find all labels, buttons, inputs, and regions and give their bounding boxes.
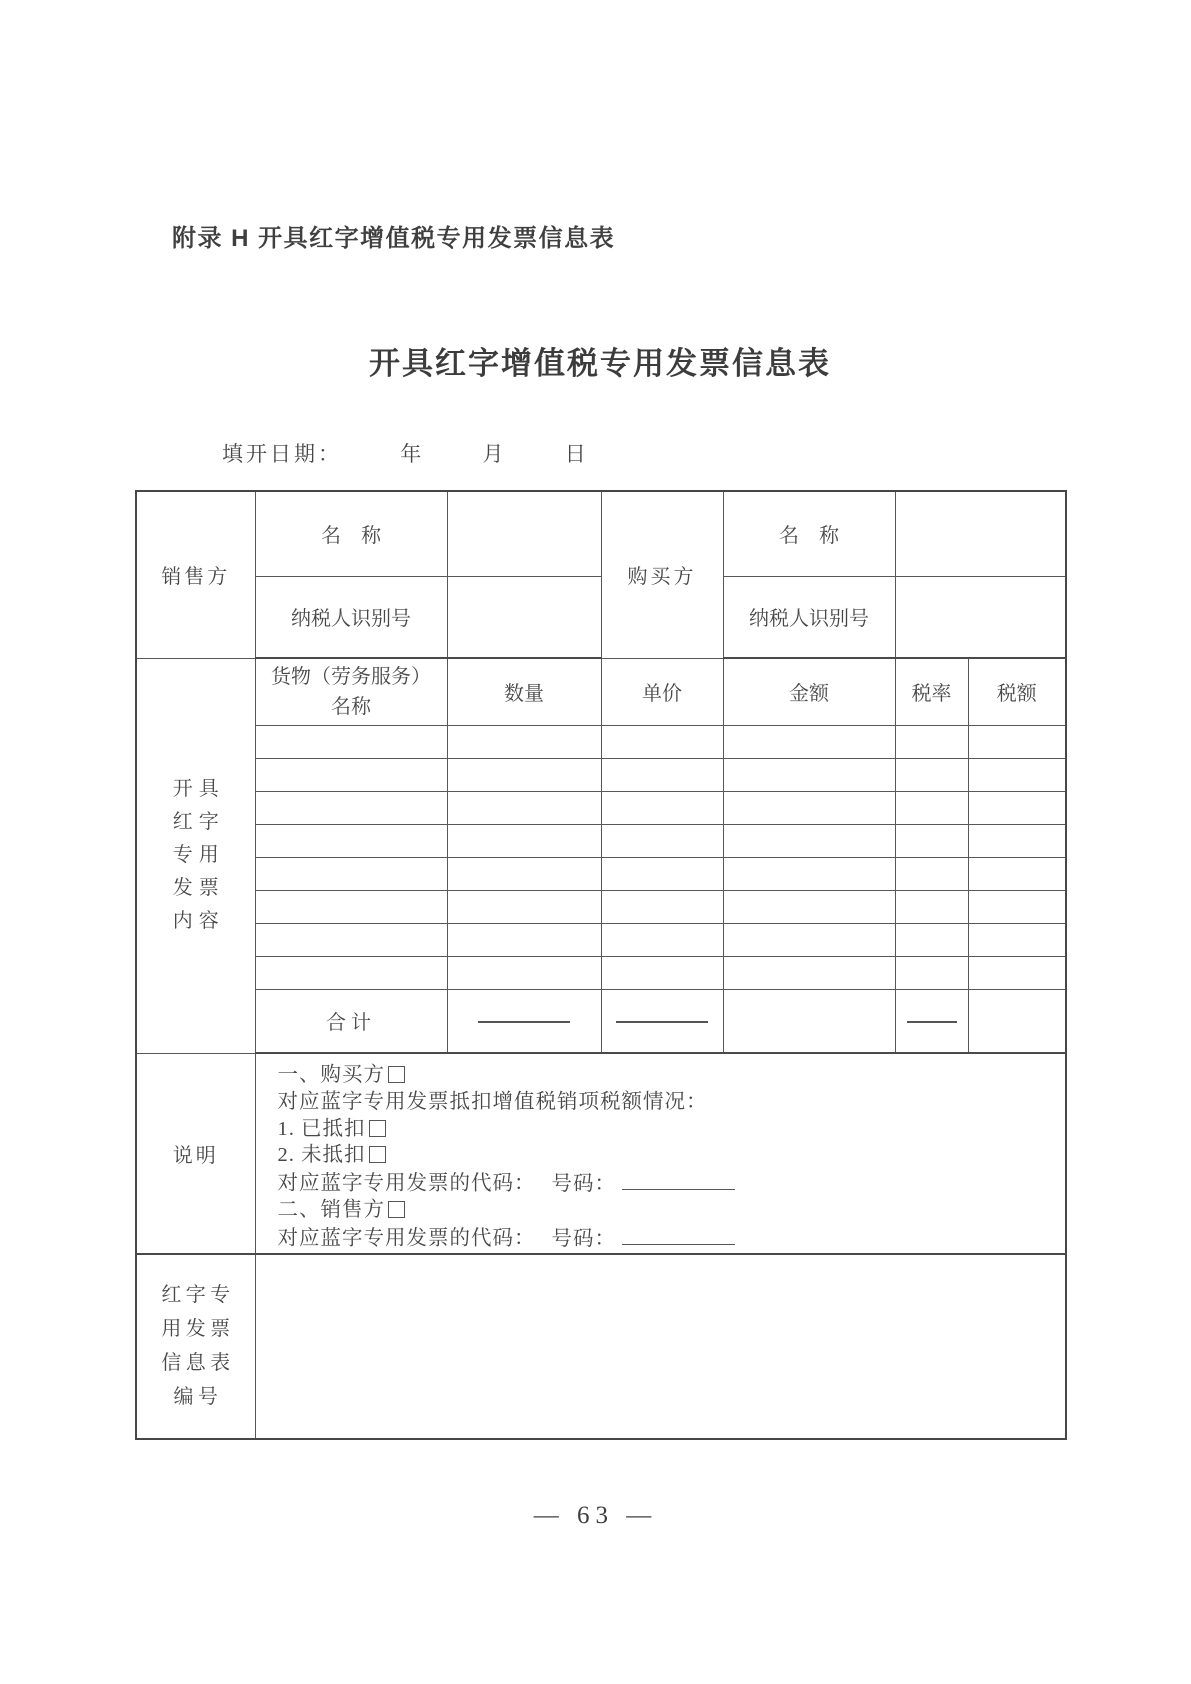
tax-rate-cell — [895, 956, 968, 989]
unit-price-cell — [601, 824, 723, 857]
checkbox-icon — [369, 1146, 386, 1163]
unit-price-cell — [601, 890, 723, 923]
unit-price-cell — [601, 725, 723, 758]
note-line-seller: 二、销售方 — [278, 1197, 1056, 1224]
total-amount-cell — [723, 989, 895, 1053]
goods-empty-row — [136, 956, 1066, 989]
quantity-cell — [447, 857, 601, 890]
tax-amount-column-header: 税额 — [968, 658, 1066, 725]
unit-price-cell — [601, 923, 723, 956]
appendix-heading: 附录 H 开具红字增值税专用发票信息表 — [172, 225, 616, 252]
page-number: — 63 — — [533, 1502, 658, 1529]
fill-in-line — [622, 1169, 735, 1190]
buyer-label-cell: 购买方 — [601, 491, 723, 658]
seller-name-label-cell: 名 称 — [255, 491, 447, 576]
goods-empty-row — [136, 890, 1066, 923]
tax-rate-cell — [895, 890, 968, 923]
quantity-cell — [447, 923, 601, 956]
date-year-label: 年 — [400, 442, 425, 466]
tax-rate-cell — [895, 791, 968, 824]
seller-name-value-cell — [447, 491, 601, 576]
form-number-label-cell: 红字专 用发票 信息表 编号 — [136, 1254, 255, 1439]
dash-placeholder — [478, 1021, 570, 1023]
tax-rate-cell — [895, 923, 968, 956]
quantity-column-header: 数量 — [447, 658, 601, 725]
goods-name-cell — [255, 824, 447, 857]
amount-column-header: 金额 — [723, 658, 895, 725]
goods-empty-row — [136, 923, 1066, 956]
form-number-row — [136, 1254, 1066, 1439]
tax-amount-cell — [968, 791, 1066, 824]
date-month-label: 月 — [482, 442, 507, 466]
note-line-deducted: 1. 已抵扣 — [278, 1116, 1056, 1143]
unit-price-cell — [601, 791, 723, 824]
goods-name-cell — [255, 725, 447, 758]
seller-taxid-value-cell — [447, 576, 601, 658]
quantity-cell — [447, 791, 601, 824]
goods-name-cell — [255, 758, 447, 791]
tax-amount-cell — [968, 890, 1066, 923]
date-day-label: 日 — [564, 442, 589, 466]
seller-label-cell: 销售方 — [136, 491, 255, 658]
amount-cell — [723, 824, 895, 857]
tax-amount-cell — [968, 956, 1066, 989]
note-line-blue-invoice-code-2: 对应蓝字专用发票的代码： 号码： — [278, 1224, 1056, 1252]
goods-name-column-header: 货物（劳务服务） 名称 — [255, 658, 447, 725]
fill-in-line — [622, 1224, 735, 1245]
buyer-name-label-cell: 名 称 — [723, 491, 895, 576]
note-line-deduction-status: 对应蓝字专用发票抵扣增值税销项税额情况： — [277, 1090, 708, 1113]
amount-cell — [723, 923, 895, 956]
checkbox-icon — [369, 1120, 386, 1137]
dash-placeholder — [907, 1021, 957, 1023]
goods-header-row — [136, 658, 1066, 725]
goods-empty-row — [136, 791, 1066, 824]
tax-amount-cell — [968, 758, 1066, 791]
total-quantity-cell — [447, 989, 601, 1053]
tax-rate-cell — [895, 725, 968, 758]
note-line-buyer: 一、购买方 — [278, 1062, 1056, 1089]
buyer-taxid-label-cell: 纳税人识别号 — [723, 576, 895, 658]
unit-price-cell — [601, 857, 723, 890]
seller-taxid-label-cell: 纳税人识别号 — [255, 576, 447, 658]
tax-rate-cell — [895, 758, 968, 791]
note-line-not-deducted: 2. 未抵扣 — [278, 1142, 1056, 1169]
amount-cell — [723, 890, 895, 923]
tax-amount-cell — [968, 923, 1066, 956]
quantity-cell — [447, 725, 601, 758]
goods-empty-row — [136, 857, 1066, 890]
goods-empty-row — [136, 725, 1066, 758]
notes-content-cell — [255, 1053, 1066, 1254]
note-line-blue-invoice-code-1: 对应蓝字专用发票的代码： 号码： — [278, 1169, 1056, 1197]
quantity-cell — [447, 956, 601, 989]
amount-cell — [723, 725, 895, 758]
notes-label-cell: 说明 — [136, 1053, 255, 1254]
invoice-info-table — [135, 490, 1067, 1440]
quantity-cell — [447, 758, 601, 791]
checkbox-icon — [388, 1201, 405, 1218]
amount-cell — [723, 956, 895, 989]
tax-rate-cell — [895, 824, 968, 857]
tax-amount-cell — [968, 857, 1066, 890]
amount-cell — [723, 791, 895, 824]
total-row — [136, 989, 1066, 1053]
notes-row — [136, 1053, 1066, 1254]
form-title: 开具红字增值税专用发票信息表 — [369, 346, 831, 381]
unit-price-column-header: 单价 — [601, 658, 723, 725]
quantity-cell — [447, 890, 601, 923]
amount-cell — [723, 857, 895, 890]
goods-name-cell — [255, 956, 447, 989]
total-label-cell: 合计 — [255, 989, 447, 1053]
goods-name-cell — [255, 791, 447, 824]
tax-rate-cell — [895, 857, 968, 890]
party-name-row — [136, 491, 1066, 576]
checkbox-icon — [388, 1066, 405, 1083]
quantity-cell — [447, 824, 601, 857]
goods-empty-row — [136, 758, 1066, 791]
unit-price-cell — [601, 956, 723, 989]
total-tax-rate-cell — [895, 989, 968, 1053]
tax-amount-cell — [968, 824, 1066, 857]
invoice-content-label-cell: 开具 红字 专用 发票 内容 — [136, 658, 255, 1053]
date-line — [222, 438, 589, 468]
amount-cell — [723, 758, 895, 791]
buyer-name-value-cell — [895, 491, 1066, 576]
goods-name-cell — [255, 857, 447, 890]
goods-empty-row — [136, 824, 1066, 857]
dash-placeholder — [616, 1021, 708, 1023]
tax-amount-cell — [968, 725, 1066, 758]
date-label: 填开日期： — [222, 442, 342, 466]
tax-rate-column-header: 税率 — [895, 658, 968, 725]
form-number-value-cell — [255, 1254, 1066, 1439]
total-unit-price-cell — [601, 989, 723, 1053]
goods-name-cell — [255, 923, 447, 956]
buyer-taxid-value-cell — [895, 576, 1066, 658]
total-tax-amount-cell — [968, 989, 1066, 1053]
goods-name-cell — [255, 890, 447, 923]
unit-price-cell — [601, 758, 723, 791]
